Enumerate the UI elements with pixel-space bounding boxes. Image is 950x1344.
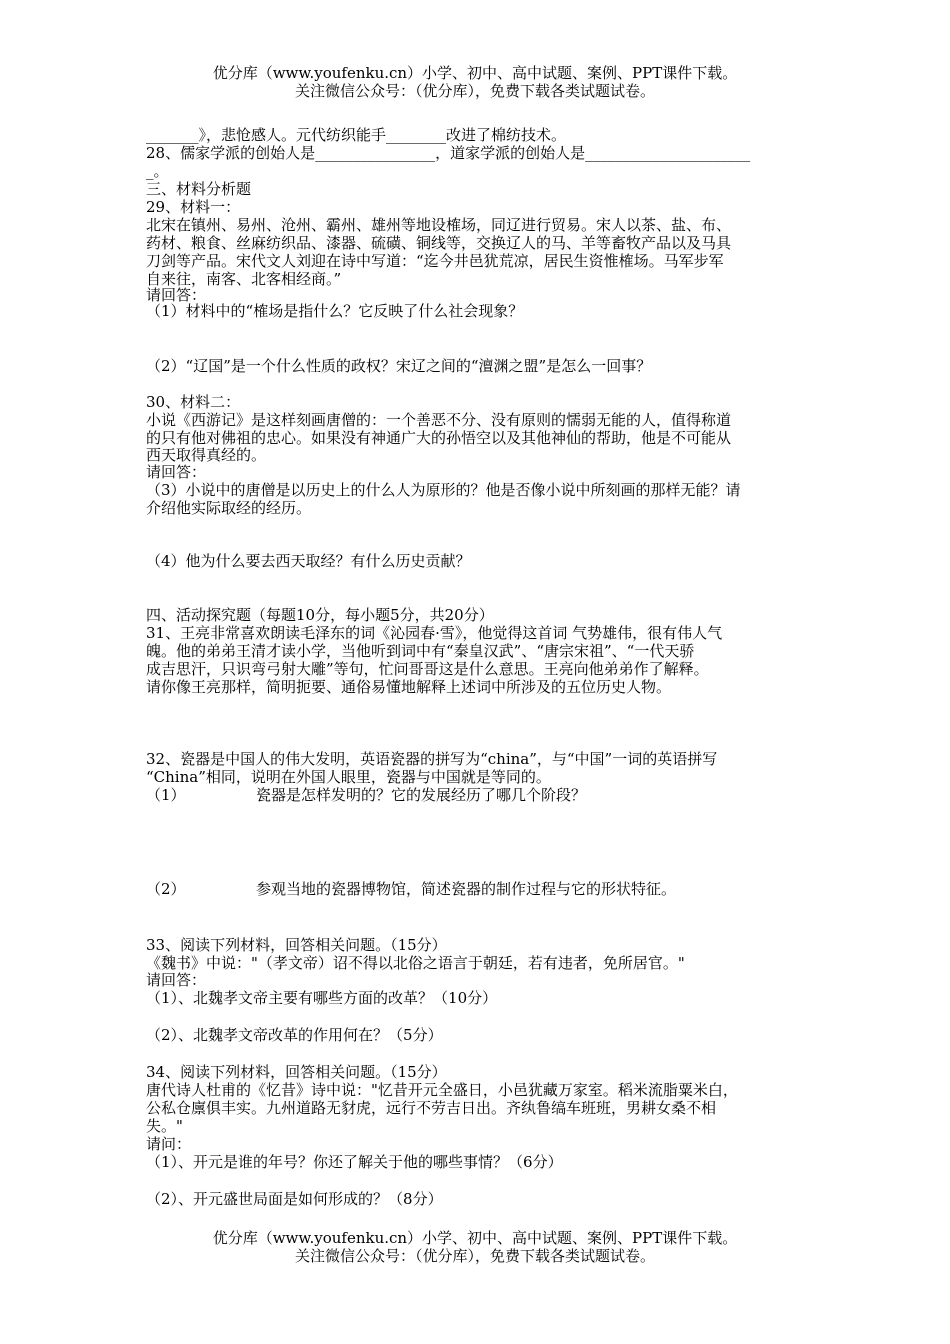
q30-sub-3-line: 介绍他实际取经的经历。 xyxy=(146,499,312,517)
q32-sub-2-number: （2） xyxy=(146,880,186,898)
q30-sub-3-line: （3）小说中的唐僧是以历史上的什么人为原形的？他是否像小说中所刻画的那样无能？请 xyxy=(146,481,741,499)
q32-line: 32、瓷器是中国人的伟大发明，英语瓷器的拼写为“china”，与“中国”一词的英语拼写 xyxy=(146,750,718,768)
q29-material-line: 刀剑等产品。宋代文人刘迎在诗中写道：“迄今井邑犹荒凉，居民生资惟榷场。马军步军 xyxy=(146,252,724,270)
q33-prompt: 请回答： xyxy=(146,971,207,989)
q34-material-line: 公私仓廪俱丰实。九州道路无豺虎，远行不劳吉日出。齐纨鲁缟车班班，男耕女桑不相 xyxy=(146,1099,717,1117)
q29-material-line: 北宋在镇州、易州、沧州、霸州、雄州等地设榷场，同辽进行贸易。宋人以茶、盐、布、 xyxy=(146,216,732,234)
q34-title: 34、阅读下列材料，回答相关问题。（15分） xyxy=(146,1063,447,1081)
q32-line: “China”相同，说明在外国人眼里，瓷器与中国就是等同的。 xyxy=(146,768,551,786)
q29-material-line: 药材、粮食、丝麻纺织品、漆器、硫磺、铜线等，交换辽人的马、羊等畜牧产品以及马具 xyxy=(146,234,732,252)
page-footer-line-1: 优分库（www.youfenku.cn）小学、初中、高中试题、案例、PPT课件下载。 xyxy=(212,1229,738,1247)
q34-material-line: 失。" xyxy=(146,1117,183,1135)
q30-material-line: 西天取得真经的。 xyxy=(146,446,267,464)
q29-sub-2: （2）“辽国”是一个什么性质的政权？宋辽之间的“澶渊之盟”是怎么一回事？ xyxy=(146,357,652,375)
section-4-title: 四、活动探究题（每题10分，每小题5分，共20分） xyxy=(146,606,494,624)
q31-line: 31、王亮非常喜欢朗读毛泽东的词《沁园春·雪》，他觉得这首词 气势雄伟，很有伟人气 xyxy=(146,624,723,642)
q34-material-line: 唐代诗人杜甫的《忆昔》诗中说："忆昔开元全盛日，小邑犹藏万家室。稻米流脂粟米白， xyxy=(146,1081,738,1099)
q34-sub-2: （2）、开元盛世局面是如何形成的？（8分） xyxy=(146,1190,443,1208)
q30-material-line: 的只有他对佛祖的忠心。如果没有神通广大的孙悟空以及其他神仙的帮助，他是不可能从 xyxy=(146,429,732,447)
q32-sub-2-text: 参观当地的瓷器博物馆，简述瓷器的制作过程与它的形状特征。 xyxy=(256,880,677,898)
q30-prompt: 请回答： xyxy=(146,463,207,481)
q29-title: 29、材料一： xyxy=(146,198,241,216)
q30-sub-4: （4）他为什么要去西天取经？有什么历史贡献？ xyxy=(146,552,471,570)
q33-sub-2: （2）、北魏孝文帝改革的作用何在？（5分） xyxy=(146,1026,443,1044)
q29-material-line: 自来往，南客、北客相经商。” xyxy=(146,270,342,288)
q28-line-2: _。 xyxy=(146,162,169,180)
q29-prompt: 请回答： xyxy=(146,286,207,304)
q30-title: 30、材料二： xyxy=(146,393,241,411)
q32-sub-1-number: （1） xyxy=(146,786,186,804)
q29-sub-1: （1）材料中的“榷场是指什么？它反映了什么社会现象？ xyxy=(146,302,524,320)
q32-sub-2 xyxy=(146,880,816,898)
q33-title: 33、阅读下列材料，回答相关问题。（15分） xyxy=(146,936,447,954)
q34-sub-1: （1）、开元是谁的年号？你还了解关于他的哪些事情？（6分） xyxy=(146,1153,563,1171)
q28-line-1: 28、儒家学派的创始人是________________，道家学派的创始人是______________________ xyxy=(146,144,751,162)
q31-line: 成吉思汗，只识弯弓射大雕”等句，忙问哥哥这是什么意思。王亮向他弟弟作了解释。 xyxy=(146,660,709,678)
q31-line: 魄。他的弟弟王清才读小学，当他听到词中有“秦皇汉武”、“唐宗宋祖”、“一代天骄 xyxy=(146,642,695,660)
q30-material-line: 小说《西游记》是这样刻画唐僧的：一个善恶不分、没有原则的懦弱无能的人，值得称道 xyxy=(146,411,732,429)
q32-sub-1-text: 瓷器是怎样发明的？它的发展经历了哪几个阶段？ xyxy=(256,786,587,804)
q33-material: 《魏书》中说："（孝文帝）诏不得以北俗之语言于朝廷，若有违者，免所居官。" xyxy=(146,954,685,972)
page-header-line-1: 优分库（www.youfenku.cn）小学、初中、高中试题、案例、PPT课件下载。 xyxy=(212,64,738,82)
q32-sub-1 xyxy=(146,786,816,804)
page-header-line-2: 关注微信公众号：（优分库），免费下载各类试题试卷。 xyxy=(294,82,655,100)
q34-prompt: 请问： xyxy=(146,1135,192,1153)
q31-line: 请你像王亮那样，简明扼要、通俗易懂地解释上述词中所涉及的五位历史人物。 xyxy=(146,678,672,696)
q27-tail: _______》，悲怆感人。元代纺织能手________改进了棉纺技术。 xyxy=(146,126,567,144)
page-footer-line-2: 关注微信公众号：（优分库），免费下载各类试题试卷。 xyxy=(294,1247,655,1265)
section-3-title: 三、材料分析题 xyxy=(146,180,252,198)
q33-sub-1: （1）、北魏孝文帝主要有哪些方面的改革？（10分） xyxy=(146,989,498,1007)
